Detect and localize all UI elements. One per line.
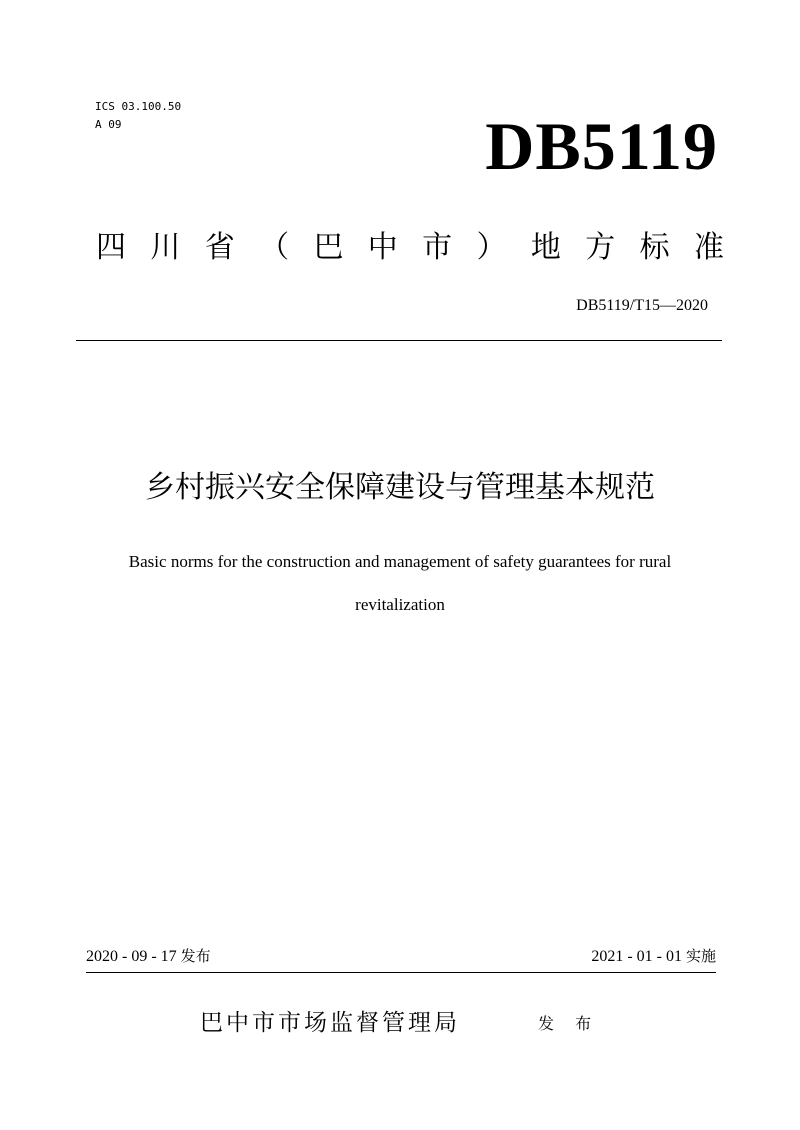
standard-type-char: 四 [96, 230, 126, 265]
standard-type [96, 228, 724, 268]
ccs-code: A 09 [95, 118, 122, 131]
standard-type-char: 省 [204, 230, 235, 265]
issue-date: 2020 - 09 - 17 [86, 948, 177, 965]
implementation-date: 2021 - 01 - 01 [591, 948, 682, 965]
header-divider [76, 340, 722, 341]
issue-label: 发布 [180, 947, 211, 965]
implementation-label: 实施 [685, 947, 716, 965]
standard-type-char: （ [259, 230, 290, 265]
standard-type-char: 市 [422, 230, 453, 265]
english-title-line: revitalization [355, 595, 445, 614]
english-title-line: Basic norms for the construction and management of safety guarantees for rural [128, 552, 672, 571]
standard-type-char: 方 [585, 230, 616, 265]
implementation-date-block [591, 945, 716, 968]
standard-type-char: 准 [693, 230, 724, 265]
standard-type-char: 巴 [313, 230, 344, 265]
ics-code: ICS 03.100.50 [95, 100, 182, 113]
publisher-name: 巴中市市场监督管理局 [200, 1010, 460, 1036]
standard-type-char: 地 [530, 230, 561, 265]
document-title-english [60, 540, 740, 626]
issue-date-block [86, 945, 211, 968]
standard-type-char: ） [476, 230, 507, 265]
document-title-chinese: 乡村振兴安全保障建设与管理基本规范 [145, 470, 655, 505]
standard-type-char: 中 [367, 230, 398, 265]
standard-type-char: 川 [150, 230, 181, 265]
standard-type-char: 标 [639, 230, 670, 265]
standard-number: DB5119/T15—2020 [576, 297, 708, 314]
footer-divider [86, 972, 716, 973]
standard-code: DB5119 [485, 108, 718, 184]
publish-label: 发 布 [538, 1014, 600, 1033]
classification-codes [95, 98, 181, 134]
